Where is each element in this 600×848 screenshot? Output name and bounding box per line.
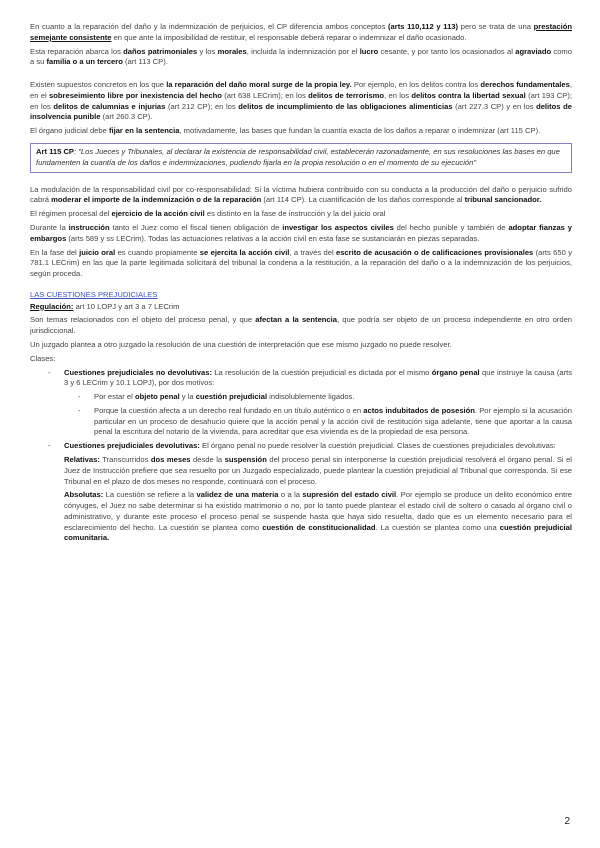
text: y los <box>197 46 218 56</box>
text: (art 113 CP). <box>122 57 168 67</box>
text: La resolución de la cuestión prejudicial es dictada por el mismo <box>211 367 432 377</box>
text: (art 260.3 CP). <box>100 112 153 122</box>
paragraph-relativas <box>64 455 572 487</box>
text: , en los <box>384 90 412 100</box>
regulation-label: Regulación: <box>30 301 74 311</box>
text: , a través del <box>289 247 336 257</box>
bold-text: escrito de acusación o de calificaciones provisionales <box>335 247 534 257</box>
text: Existen supuestos concretos en los que <box>30 80 167 90</box>
dash-bullet: - <box>48 441 51 451</box>
text: . La cuestión se plantea como una <box>375 522 500 532</box>
text: El órgano penal no puede resolver la cuestión prejudicial. Clases de cuestiones prejudiciales devolutivas: <box>199 441 556 451</box>
bold-text: familia o a un tercero <box>46 57 123 67</box>
bold-text: se ejercita la acción civil <box>199 247 290 257</box>
bold-text: cuestión prejudicial comunitaria. <box>64 522 572 543</box>
text: Un juzgado plantea a otro juzgado la resolución de una cuestión de interpretación que ese mismo juzgado no puede resolver. <box>30 339 452 349</box>
spacer <box>30 71 572 80</box>
text: y la <box>179 392 196 402</box>
bold-text: Cuestiones prejudiciales devolutivas: <box>64 441 200 451</box>
text: , que podría ser objeto de un proceso independiente en otro orden jurisdiccional. <box>30 315 573 336</box>
bold-text: actos indubitados de posesión <box>363 405 475 415</box>
bold-text: cuestión prejudicial <box>195 392 268 402</box>
bold-text: supresión del estado civil <box>302 490 397 500</box>
text: como a su <box>30 46 572 67</box>
text: Clases: <box>30 353 56 363</box>
text: Durante la <box>30 222 69 232</box>
bold-text: agraviado <box>515 46 552 56</box>
bold-text: fijar en la sentencia <box>108 126 180 136</box>
bold-text: Cuestiones prejudiciales no devolutivas: <box>64 367 212 377</box>
paragraph-regimen <box>30 209 572 220</box>
bold-text: delitos de calumnias e injurias <box>53 101 166 111</box>
callout-label: Art 115 CP <box>36 147 74 157</box>
bold-text: delitos de terrorismo <box>308 90 385 100</box>
sub-list-item-objeto-penal <box>78 392 572 403</box>
text: indisolublemente ligados. <box>267 392 355 402</box>
text: (art 212 CP); en los <box>165 101 239 111</box>
bold-text: ejercicio de la acción civil <box>111 209 205 219</box>
text: Esta reparación abarca los <box>30 46 124 56</box>
paragraph-juzgado <box>30 340 572 351</box>
paragraph-absolutas <box>64 490 572 544</box>
paragraph-instruccion <box>30 223 572 245</box>
bold-text: Absolutas: <box>64 490 104 500</box>
callout-text: : "Los Jueces y Tribunales, al declarar la existencia de responsabilidad civil, establecerán razonadamente, en sus resoluciones las bases en que fundamenten la cuantía de los daños e indemnizaciones, pudiendo fijarla en la propia resolución o en el momento de su ejecución" <box>36 147 560 167</box>
text: , incluida la indemnización por el <box>246 46 360 56</box>
paragraph-supuestos <box>30 80 572 123</box>
section-heading <box>30 290 572 301</box>
text: cesante, y por tanto los ocasionados al <box>378 46 516 56</box>
text: La modulación de la responsabilidad civil por co-responsabilidad: Si la víctima hubiera contribuido con su conducta a la producción del daño o perjuicio sufrido cabrá <box>30 184 572 205</box>
text: en que ante la imposibilidad de restituir, el responsable deberá reparar o indemnizar el daño ocasionado. <box>111 32 467 42</box>
bold-text: objeto penal <box>134 392 180 402</box>
bold-text: dos meses <box>150 455 191 464</box>
text: (art 638 LECrim); en los <box>221 90 309 100</box>
list-item-devolutivas <box>48 441 572 452</box>
text: art 10 LOPJ y art 3 a 7 LECrim <box>73 301 180 311</box>
text: (arts 589 y ss LECrim). Todas las actuaciones relativas a la acción civil en esta fase se sustanciarán en piezas separadas. <box>66 233 480 243</box>
bold-text: órgano penal <box>431 367 480 377</box>
bold-text: lucro <box>359 46 379 56</box>
list-item-no-devolutivas <box>48 368 572 390</box>
text: En cuanto a la reparación del daño y la indemnización de perjuicios, el CP diferencia ambos conceptos <box>30 22 388 31</box>
bold-text: moderar el importe de la indemnización o de la reparación <box>51 195 262 205</box>
text: pero se trata de una <box>458 22 534 31</box>
paragraph-regulacion <box>30 302 572 313</box>
text: que instruye la causa (arts 3 y 6 LECrim y 10.1 LOPJ), por dos motivos: <box>64 367 573 388</box>
bold-text: delitos de incumplimiento de las obligaciones alimenticias <box>238 101 453 111</box>
paragraph-danos <box>30 47 572 69</box>
text: o a la <box>278 490 303 500</box>
text: (art 227.3 CP) y en los <box>452 101 537 111</box>
text: , motivadamente, las bases que fundan la cuantía exacta de los daños a reparar o indemnizar (art 115 CP). <box>179 126 541 136</box>
bold-text: (arts 110,112 y 113) <box>387 22 459 31</box>
bold-underlined-text: prestación semejante consistente <box>30 22 572 42</box>
bold-text: delitos de insolvencia punible <box>30 101 572 122</box>
bold-text: instrucción <box>68 222 110 232</box>
bold-text: morales <box>217 46 247 56</box>
text: Transcurridos <box>99 455 151 464</box>
paragraph-juicio-oral <box>30 248 572 280</box>
bold-text: derechos fundamentales <box>480 80 570 90</box>
bold-text: delitos contra la libertad sexual <box>411 90 526 100</box>
sub-list-item-derecho-real <box>78 406 572 438</box>
bold-text: Relativas: <box>64 455 100 464</box>
text: El órgano judicial debe <box>30 126 109 136</box>
bold-text: investigar los aspectos civiles <box>282 222 394 232</box>
text: es cuando propiamente <box>115 247 200 257</box>
paragraph-organo-judicial <box>30 126 572 137</box>
text: Porque la cuestión afecta a un derecho real fundado en un título auténtico o en <box>94 405 364 415</box>
bold-text: la reparación del daño moral surge de la propia ley. <box>166 80 352 90</box>
bold-text: suspensión <box>224 455 267 464</box>
bold-text: validez de una materia <box>196 490 279 500</box>
text: Por ejemplo, en los delitos contra los <box>351 80 481 90</box>
text: . Por ejemplo se produce un delito económico entre cónyuges, el Juez no sabe determinar si ha existido matrimonio o no, por lo tanto puede plantear el estado civil de soltero o casado al órgano civil o administrativo, y durante este proceso el proceso penal se suspende hasta que haya sido resuelta, dado que es un elemento necesario para el esclarecimiento del hecho. La cuestión se plantea como <box>64 490 572 532</box>
text: del hecho punible y también de <box>393 222 509 232</box>
paragraph-temas <box>30 315 572 337</box>
document-page <box>30 22 572 547</box>
text: (art 193 CP); en los <box>30 90 572 111</box>
text: (arts 650 y 781.1 LECrim) en las que la parte legitimada solicitará del tribunal la condena a la restitución, a la reparación del daño o a la indemnización de los perjuicios, según proceda. <box>30 247 572 279</box>
dash-bullet: - <box>48 367 51 377</box>
text: Por estar el <box>94 392 135 402</box>
paragraph-clases <box>30 354 572 365</box>
quote-callout-art-115 <box>30 143 572 173</box>
paragraph-modulacion <box>30 185 572 207</box>
text: , en el <box>30 80 572 100</box>
text: En la fase del <box>30 247 80 257</box>
text: del proceso penal sin interponerse la cuestión prejudicial resolverá el órgano penal. Si el Juez de Instrucción prefiere que sea resuelto por un Juzgado especializado, puede plantear la cuestión prejudicial al Tribunal que corresponda. Si ese Tribunal en el plazo de dos meses no responde, continuará con el proceso. <box>64 455 572 486</box>
text: La cuestión se refiere a la <box>103 490 197 500</box>
text: Son temas relacionados con el objeto del proceso penal, y que <box>30 315 256 325</box>
bold-text: adoptar fianzas y embargos <box>30 222 572 243</box>
bold-text: tribunal sancionador. <box>464 195 542 205</box>
dash-bullet: - <box>78 392 81 402</box>
text: tanto el Juez como el fiscal tienen obligación de <box>109 222 283 232</box>
paragraph-reparacion <box>30 22 572 44</box>
text: . Por ejemplo si la acusación particular en un proceso de desahucio quiere que la acción penal y la acción civil de restitución siga adelante, tiene que aportar a la causa penal la escritura del notario de la vivienda, para acreditar que esa vivienda es de la propiedad de esa persona. <box>94 405 572 437</box>
bold-text: cuestión de constitucionalidad <box>262 522 376 532</box>
page-number: 2 <box>564 815 570 827</box>
dash-bullet: - <box>78 405 81 415</box>
section-heading-text: LAS CUESTIONES PREJUDICIALES <box>30 289 158 299</box>
bold-text: sobreseimiento libre por inexistencia del hecho <box>49 90 222 100</box>
bold-text: daños patrimoniales <box>123 46 198 56</box>
text: es distinto en la fase de instrucción y la del juicio oral <box>204 209 386 219</box>
text: desde la <box>190 455 225 464</box>
text: El régimen procesal del <box>30 209 112 219</box>
text: (art 114 CP). La cuantificación de los daños corresponde al <box>261 195 465 205</box>
bold-text: juicio oral <box>79 247 116 257</box>
bold-text: afectan a la sentencia <box>255 315 337 325</box>
